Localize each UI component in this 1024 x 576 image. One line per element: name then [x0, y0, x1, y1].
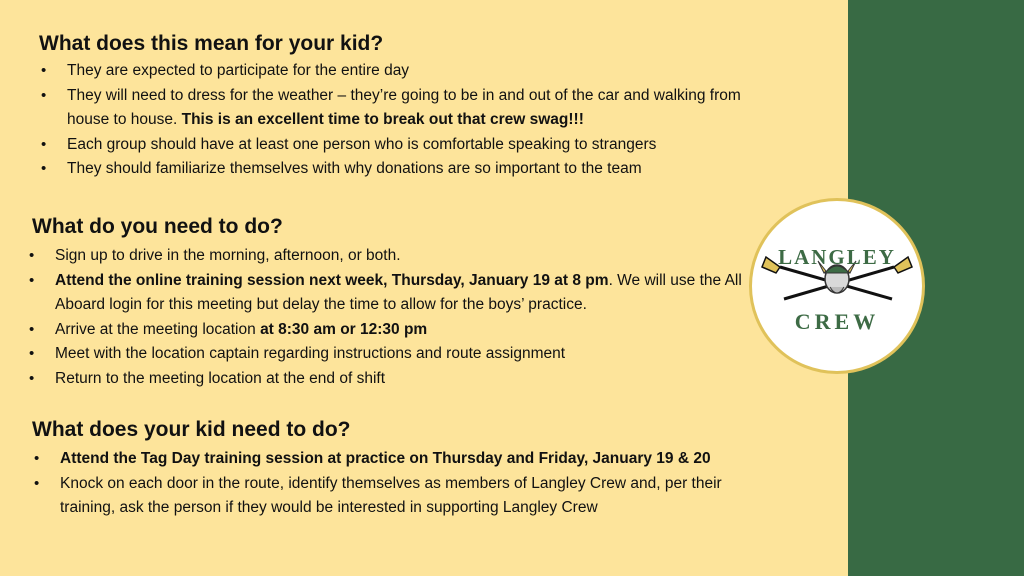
list-item: • Attend the online training session next week, Thursday, January 19 at 8 pm. We will use the All Aboard login for this meeting but delay the time to allow for the boys’ practice. [55, 269, 762, 318]
bullet-list [60, 447, 762, 521]
list-item: • They will need to dress for the weather – they’re going to be in and out of the car and walking from house to house. This is an excellent time to break out that crew swag!!! [67, 84, 759, 133]
section-heading: What do you need to do? [32, 215, 283, 238]
list-item: • Knock on each door in the route, identify themselves as members of Langley Crew and, per their training, ask the person if they would be interested in supporting Langley Crew [60, 472, 762, 521]
langley-crew-logo [749, 198, 925, 374]
list-item: • They are expected to participate for the entire day [67, 59, 759, 84]
list-item: • Sign up to drive in the morning, afternoon, or both. [55, 244, 762, 269]
bullet-list [67, 59, 759, 182]
list-item: • Attend the Tag Day training session at practice on Thursday and Friday, January 19 & 20 [60, 447, 762, 472]
list-item: • They should familiarize themselves with why donations are so important to the team [67, 157, 759, 182]
section-kid-meaning [39, 32, 759, 182]
list-item: • Return to the meeting location at the end of shift [55, 367, 762, 392]
section-heading: What does this mean for your kid? [39, 32, 384, 55]
section-parent-tasks [32, 215, 762, 392]
list-item: • Each group should have at least one person who is comfortable speaking to strangers [67, 133, 759, 158]
section-kid-tasks [32, 418, 762, 521]
list-item: • Arrive at the meeting location at 8:30 am or 12:30 pm [55, 318, 762, 343]
logo-top-text: LANGLEY [778, 245, 896, 269]
list-item: • Meet with the location captain regarding instructions and route assignment [55, 342, 762, 367]
bullet-list [55, 244, 762, 392]
section-heading: What does your kid need to do? [32, 418, 351, 441]
logo-bottom-text: CREW [794, 309, 880, 334]
crossed-oars-viking-icon [752, 201, 922, 371]
